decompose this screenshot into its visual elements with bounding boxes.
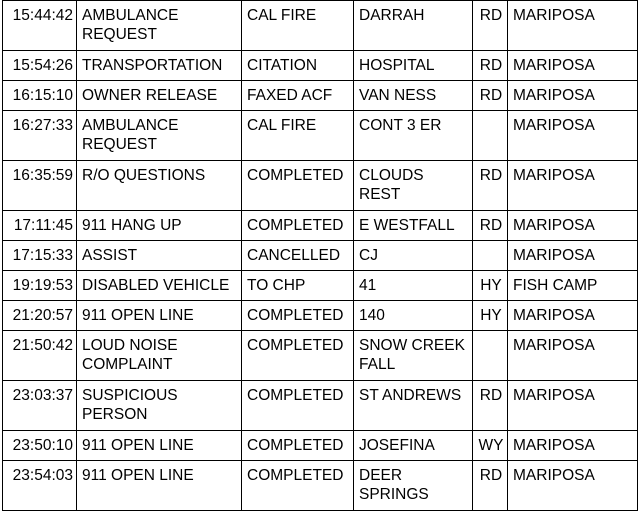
table-row (3, 51, 638, 81)
street-cell: SNOW CREEK FALL (354, 331, 473, 381)
city-cell: MARIPOSA (508, 81, 638, 111)
street-cell: ST ANDREWS (354, 381, 473, 431)
disposition-cell: CAL FIRE (242, 111, 354, 161)
disposition-cell: COMPLETED (242, 331, 354, 381)
street-suffix-cell: RD (473, 161, 508, 211)
disposition-cell: CANCELLED (242, 241, 354, 271)
street-suffix-cell (473, 241, 508, 271)
street-suffix-cell (473, 331, 508, 381)
street-cell: CJ (354, 241, 473, 271)
street-cell: 140 (354, 301, 473, 331)
disposition-cell: COMPLETED (242, 211, 354, 241)
disposition-cell: COMPLETED (242, 381, 354, 431)
disposition-cell: COMPLETED (242, 301, 354, 331)
time-cell: 19:19:53 (3, 271, 77, 301)
street-cell: HOSPITAL (354, 51, 473, 81)
street-suffix-cell (473, 111, 508, 161)
time-cell: 17:11:45 (3, 211, 77, 241)
call-type-cell: 911 OPEN LINE (77, 301, 242, 331)
call-log-table (2, 0, 638, 511)
street-suffix-cell: WY (473, 431, 508, 461)
city-cell: MARIPOSA (508, 331, 638, 381)
call-type-cell: ASSIST (77, 241, 242, 271)
call-type-cell: AMBULANCE REQUEST (77, 1, 242, 51)
call-type-cell: DISABLED VEHICLE (77, 271, 242, 301)
street-cell: JOSEFINA (354, 431, 473, 461)
disposition-cell: TO CHP (242, 271, 354, 301)
street-suffix-cell: RD (473, 211, 508, 241)
street-cell: 41 (354, 271, 473, 301)
disposition-cell: CITATION (242, 51, 354, 81)
table-row (3, 1, 638, 51)
time-cell: 17:15:33 (3, 241, 77, 271)
call-type-cell: OWNER RELEASE (77, 81, 242, 111)
call-type-cell: 911 OPEN LINE (77, 431, 242, 461)
time-cell: 21:50:42 (3, 331, 77, 381)
time-cell: 23:03:37 (3, 381, 77, 431)
street-suffix-cell: RD (473, 81, 508, 111)
call-type-cell: LOUD NOISE COMPLAINT (77, 331, 242, 381)
time-cell: 21:20:57 (3, 301, 77, 331)
time-cell: 23:50:10 (3, 431, 77, 461)
table-row (3, 381, 638, 431)
call-type-cell: SUSPICIOUS PERSON (77, 381, 242, 431)
table-row (3, 331, 638, 381)
call-type-cell: 911 HANG UP (77, 211, 242, 241)
street-cell: VAN NESS (354, 81, 473, 111)
street-suffix-cell: RD (473, 51, 508, 81)
disposition-cell: FAXED ACF (242, 81, 354, 111)
street-suffix-cell: RD (473, 381, 508, 431)
street-suffix-cell: HY (473, 301, 508, 331)
table-row (3, 111, 638, 161)
table-row (3, 301, 638, 331)
street-cell: CONT 3 ER (354, 111, 473, 161)
street-suffix-cell: HY (473, 271, 508, 301)
call-type-cell: 911 OPEN LINE (77, 461, 242, 511)
call-type-cell: TRANSPORTATION (77, 51, 242, 81)
table-row (3, 271, 638, 301)
time-cell: 15:44:42 (3, 1, 77, 51)
call-type-cell: R/O QUESTIONS (77, 161, 242, 211)
city-cell: MARIPOSA (508, 301, 638, 331)
city-cell: MARIPOSA (508, 51, 638, 81)
time-cell: 16:35:59 (3, 161, 77, 211)
time-cell: 23:54:03 (3, 461, 77, 511)
time-cell: 16:27:33 (3, 111, 77, 161)
table-row (3, 81, 638, 111)
table-row (3, 161, 638, 211)
time-cell: 15:54:26 (3, 51, 77, 81)
city-cell: MARIPOSA (508, 211, 638, 241)
city-cell: MARIPOSA (508, 461, 638, 511)
disposition-cell: CAL FIRE (242, 1, 354, 51)
street-suffix-cell: RD (473, 1, 508, 51)
call-type-cell: AMBULANCE REQUEST (77, 111, 242, 161)
street-cell: DARRAH (354, 1, 473, 51)
city-cell: FISH CAMP (508, 271, 638, 301)
time-cell: 16:15:10 (3, 81, 77, 111)
table-row (3, 461, 638, 511)
city-cell: MARIPOSA (508, 241, 638, 271)
city-cell: MARIPOSA (508, 431, 638, 461)
table-row (3, 211, 638, 241)
city-cell: MARIPOSA (508, 1, 638, 51)
street-suffix-cell: RD (473, 461, 508, 511)
table-row (3, 241, 638, 271)
disposition-cell: COMPLETED (242, 461, 354, 511)
table-row (3, 431, 638, 461)
city-cell: MARIPOSA (508, 161, 638, 211)
disposition-cell: COMPLETED (242, 161, 354, 211)
street-cell: E WESTFALL (354, 211, 473, 241)
street-cell: CLOUDS REST (354, 161, 473, 211)
city-cell: MARIPOSA (508, 381, 638, 431)
city-cell: MARIPOSA (508, 111, 638, 161)
disposition-cell: COMPLETED (242, 431, 354, 461)
street-cell: DEER SPRINGS (354, 461, 473, 511)
